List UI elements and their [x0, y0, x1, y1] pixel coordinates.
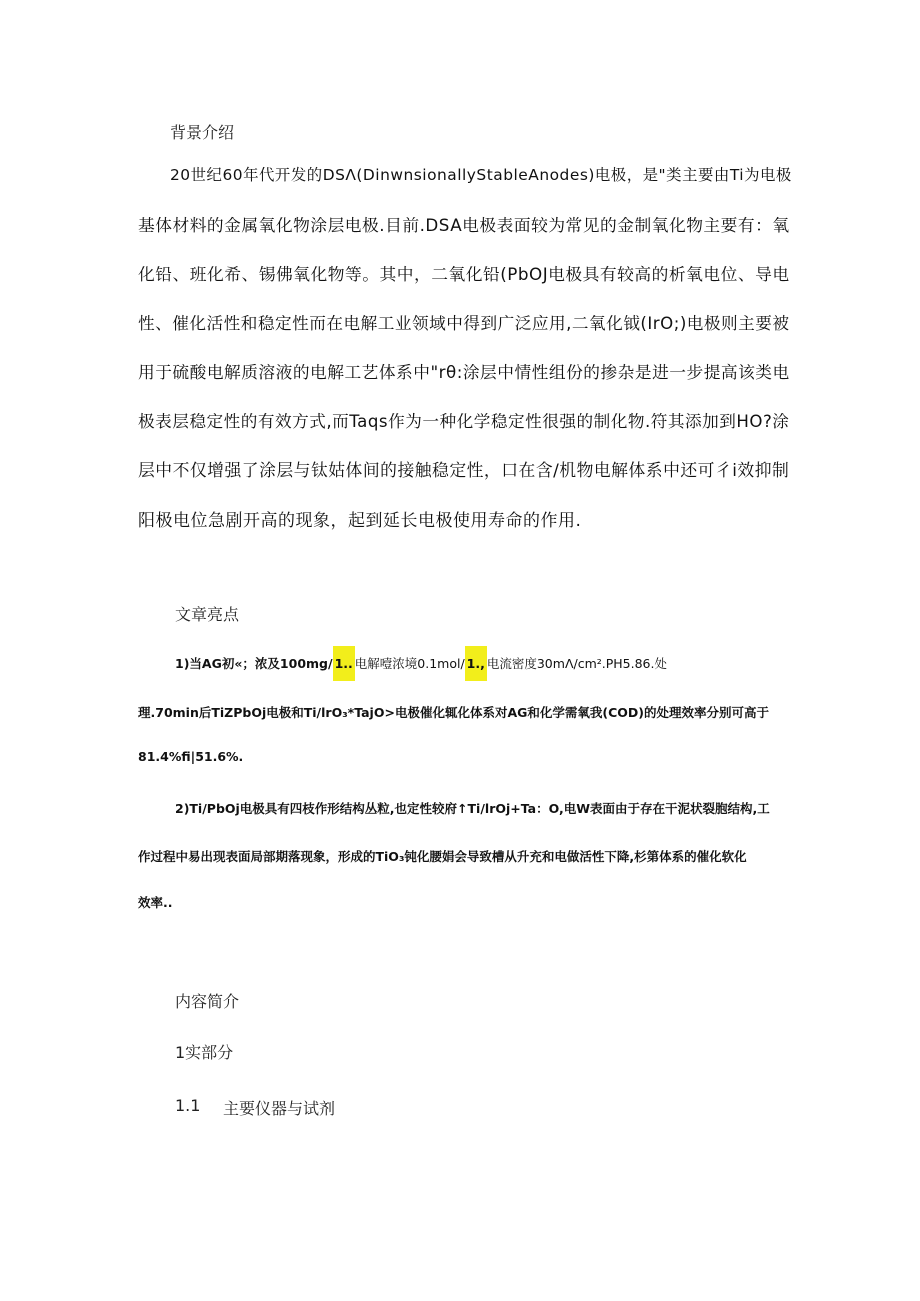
highlight-mark: 1.,	[465, 646, 487, 681]
text-run: 电流密度30mΛ/cm².PH5.86.处	[486, 656, 667, 671]
highlight-line: 作过程中易出现表面局部期落现象，形成的TiO₃钝化腰娟会导致槽从升充和电做活性下降,杉第体系的催化软化	[138, 849, 747, 864]
highlight-mark: 1..	[333, 646, 355, 681]
text-run: 电解噎浓境0.1mol/	[354, 656, 465, 671]
heading-section-1-1-title: 主要仪器与试剂	[223, 1099, 336, 1118]
highlight-line: 81.4%fi|51.6%.	[138, 749, 244, 764]
paragraph-line: 阳极电位急剧开高的现象，起到延长电极使用寿命的作用.	[138, 511, 582, 531]
heading-summary: 内容简介	[175, 992, 240, 1011]
paragraph-line: 极表层稳定性的有效方式,而Taqs作为一种化学稳定性很强的制化物.符其添加到HO?涂	[138, 412, 790, 431]
heading-section-1-1-number: 1.1	[175, 1096, 201, 1115]
heading-background: 背景介绍	[170, 123, 235, 142]
heading-highlights: 文章亮点	[175, 605, 240, 624]
highlight-line: 2)Ti/PbOj电极具有四枝作形结构丛粒,也定性较府↑Ti/lrOj+Ta：O,电W表面由于存在干泥状裂胞结构,工	[175, 801, 770, 816]
text-run: 1)当AG初«；浓及100mg/	[175, 656, 333, 671]
highlight-line	[175, 654, 667, 672]
paragraph-line: 层中不仅增强了涂层与钛姑体间的接触稳定性，口在含/机物电解体系中还可彳i效抑制	[138, 460, 790, 480]
highlight-line: 理.70min后TiZPbOj电极和Ti/lrO₃*TajO>电极催化辄化体系对AG和化学需氧我(COD)的处理效率分别可高于	[138, 705, 769, 720]
paragraph-line: 20世纪60年代开发的DSΛ(DinwnsionallyStableAnodes)电极，是"类主要由Ti为电极	[170, 166, 792, 184]
paragraph-line: 基体材料的金属氧化物涂层电极.目前.DSA电极表面较为常见的金制氧化物主要有：氧	[138, 215, 790, 235]
paragraph-line: 用于硫酸电解质溶液的电解工艺体系中"rθ:涂层中情性组份的掺杂是进一步提高该类电	[138, 362, 790, 382]
highlight-line: 效率..	[138, 895, 173, 910]
heading-section-1: 1实部分	[175, 1043, 234, 1062]
paragraph-line: 性、催化活性和稳定性而在电解工业领域中得到广泛应用,二氧化钺(IrO;)电极则主要被	[138, 314, 790, 333]
paragraph-line: 化铅、班化希、锡佛氧化物等。其中，二氧化铅(PbOJ电极具有较高的析氧电位、导电	[138, 264, 790, 284]
